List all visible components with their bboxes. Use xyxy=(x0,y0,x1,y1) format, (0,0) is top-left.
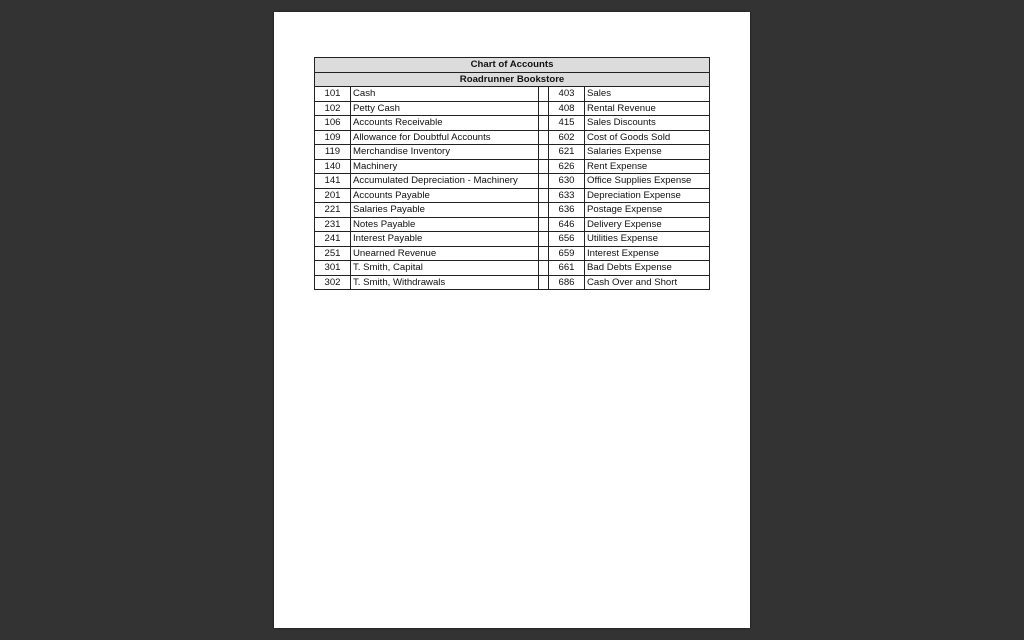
account-name: Cost of Goods Sold xyxy=(585,130,710,145)
account-name: Petty Cash xyxy=(351,101,539,116)
column-divider xyxy=(539,232,549,247)
column-divider xyxy=(539,116,549,131)
account-name: Accounts Payable xyxy=(351,188,539,203)
table-subtitle: Roadrunner Bookstore xyxy=(315,72,710,87)
table-row xyxy=(315,232,710,247)
account-number: 109 xyxy=(315,130,351,145)
account-name: Interest Payable xyxy=(351,232,539,247)
account-number: 686 xyxy=(549,275,585,290)
account-number: 630 xyxy=(549,174,585,189)
account-number: 633 xyxy=(549,188,585,203)
table-row xyxy=(315,261,710,276)
column-divider xyxy=(539,217,549,232)
account-number: 102 xyxy=(315,101,351,116)
column-divider xyxy=(539,174,549,189)
account-name: Salaries Expense xyxy=(585,145,710,160)
column-divider xyxy=(539,87,549,102)
account-number: 251 xyxy=(315,246,351,261)
account-name: Accumulated Depreciation - Machinery xyxy=(351,174,539,189)
account-name: Rent Expense xyxy=(585,159,710,174)
column-divider xyxy=(539,101,549,116)
account-name: Notes Payable xyxy=(351,217,539,232)
table-title: Chart of Accounts xyxy=(315,58,710,73)
column-divider xyxy=(539,145,549,160)
table-row xyxy=(315,87,710,102)
chart-of-accounts-table xyxy=(314,57,710,290)
account-number: 141 xyxy=(315,174,351,189)
account-number: 408 xyxy=(549,101,585,116)
column-divider xyxy=(539,275,549,290)
account-number: 661 xyxy=(549,261,585,276)
account-number: 302 xyxy=(315,275,351,290)
account-name: Depreciation Expense xyxy=(585,188,710,203)
document-page xyxy=(274,12,750,628)
account-name: Bad Debts Expense xyxy=(585,261,710,276)
table-row xyxy=(315,159,710,174)
table-row xyxy=(315,174,710,189)
table-row xyxy=(315,188,710,203)
account-name: Allowance for Doubtful Accounts xyxy=(351,130,539,145)
table-row xyxy=(315,101,710,116)
account-number: 106 xyxy=(315,116,351,131)
account-name: Sales xyxy=(585,87,710,102)
account-name: Postage Expense xyxy=(585,203,710,218)
column-divider xyxy=(539,246,549,261)
account-name: Unearned Revenue xyxy=(351,246,539,261)
account-number: 646 xyxy=(549,217,585,232)
account-number: 231 xyxy=(315,217,351,232)
column-divider xyxy=(539,188,549,203)
account-number: 415 xyxy=(549,116,585,131)
account-number: 101 xyxy=(315,87,351,102)
column-divider xyxy=(539,159,549,174)
table-row xyxy=(315,217,710,232)
table-row xyxy=(315,246,710,261)
table-row xyxy=(315,130,710,145)
account-number: 659 xyxy=(549,246,585,261)
table-row xyxy=(315,203,710,218)
accounts-body xyxy=(315,87,710,290)
column-divider xyxy=(539,203,549,218)
account-name: Utilities Expense xyxy=(585,232,710,247)
column-divider xyxy=(539,261,549,276)
account-name: Merchandise Inventory xyxy=(351,145,539,160)
account-number: 301 xyxy=(315,261,351,276)
account-number: 221 xyxy=(315,203,351,218)
account-name: T. Smith, Withdrawals xyxy=(351,275,539,290)
account-name: Machinery xyxy=(351,159,539,174)
account-number: 119 xyxy=(315,145,351,160)
table-row xyxy=(315,116,710,131)
account-name: Cash xyxy=(351,87,539,102)
account-number: 201 xyxy=(315,188,351,203)
account-name: Accounts Receivable xyxy=(351,116,539,131)
account-name: Salaries Payable xyxy=(351,203,539,218)
account-name: Interest Expense xyxy=(585,246,710,261)
account-number: 656 xyxy=(549,232,585,247)
account-number: 241 xyxy=(315,232,351,247)
table-row xyxy=(315,145,710,160)
account-name: T. Smith, Capital xyxy=(351,261,539,276)
account-name: Office Supplies Expense xyxy=(585,174,710,189)
column-divider xyxy=(539,130,549,145)
account-name: Sales Discounts xyxy=(585,116,710,131)
account-number: 626 xyxy=(549,159,585,174)
account-number: 636 xyxy=(549,203,585,218)
account-name: Rental Revenue xyxy=(585,101,710,116)
table-row xyxy=(315,275,710,290)
account-name: Delivery Expense xyxy=(585,217,710,232)
account-name: Cash Over and Short xyxy=(585,275,710,290)
account-number: 403 xyxy=(549,87,585,102)
account-number: 602 xyxy=(549,130,585,145)
account-number: 621 xyxy=(549,145,585,160)
account-number: 140 xyxy=(315,159,351,174)
